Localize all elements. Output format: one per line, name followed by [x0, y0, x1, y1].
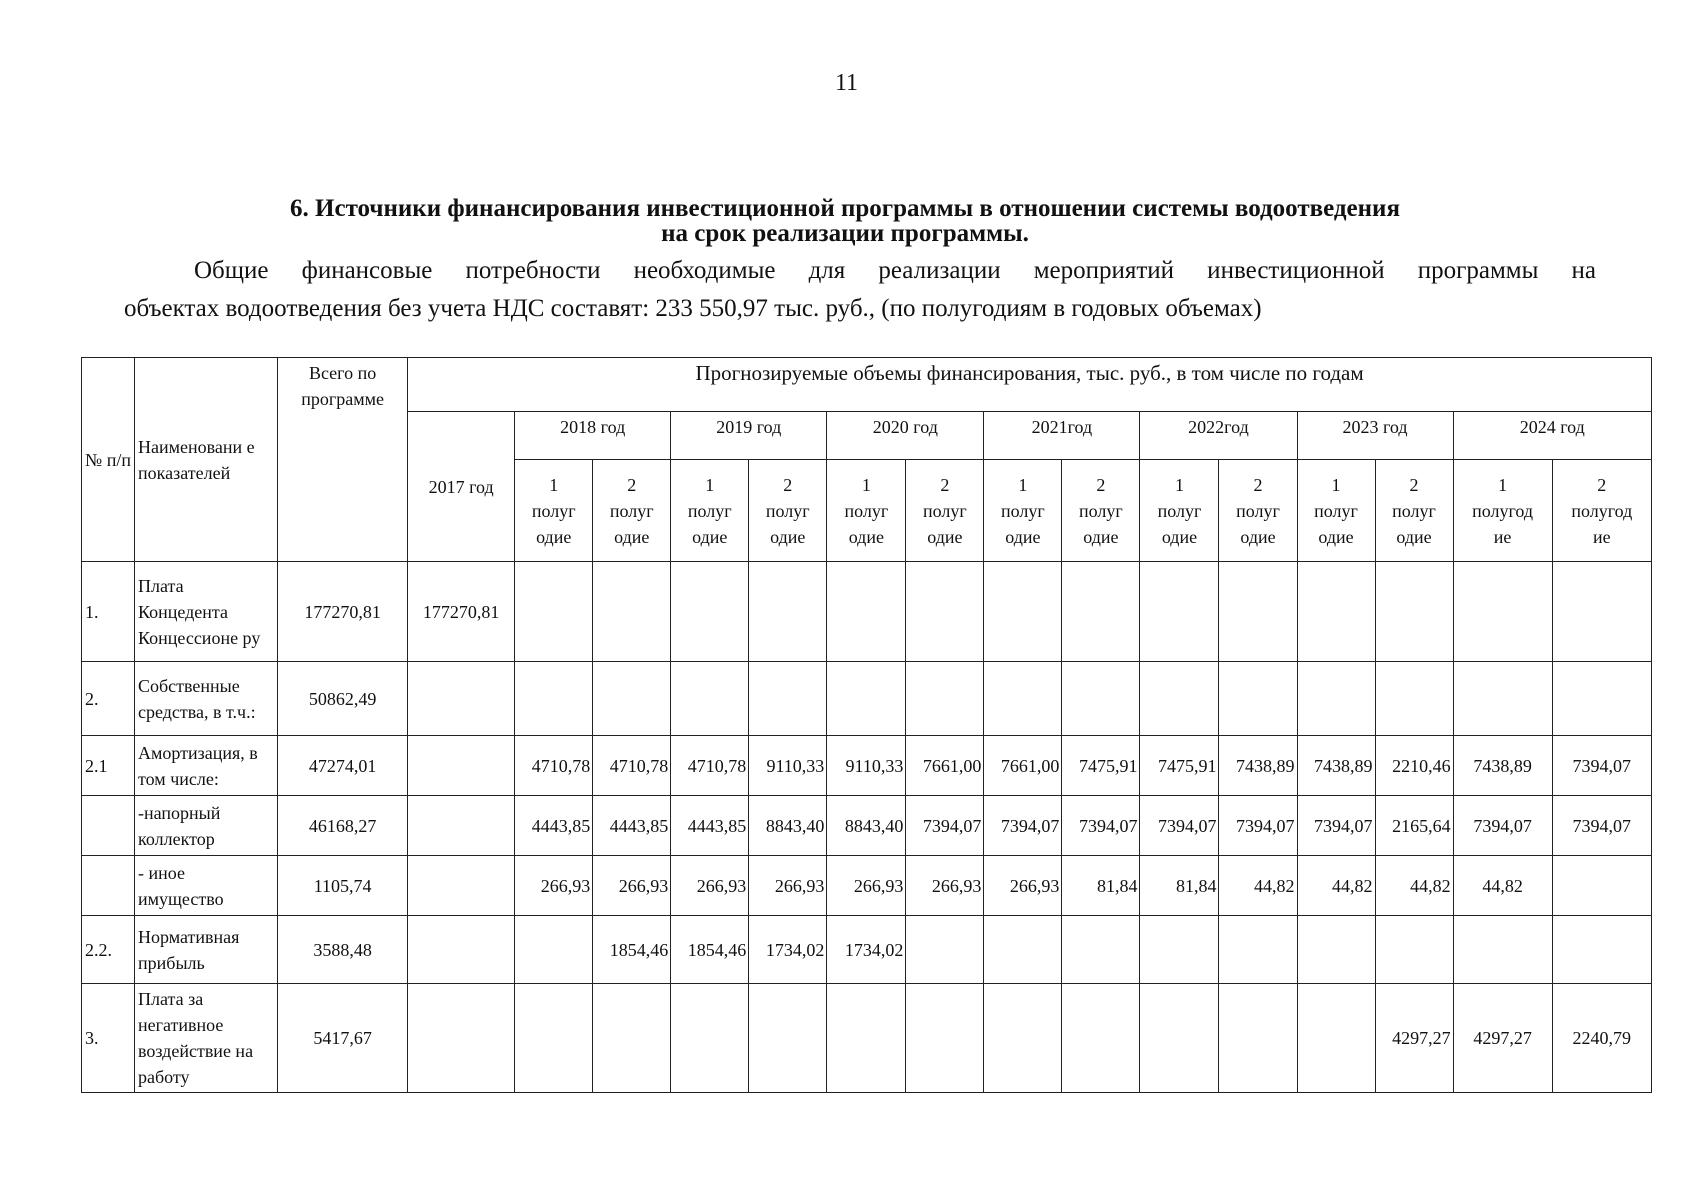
table-row — [82, 984, 1652, 1093]
row-value — [906, 662, 984, 736]
row-value — [1453, 662, 1552, 736]
row-value: 7394,07 — [1552, 736, 1651, 796]
row-value — [1552, 562, 1651, 662]
header-half-year-text: полугод — [1472, 500, 1534, 521]
row-value — [1140, 562, 1219, 662]
row-value — [1375, 662, 1453, 736]
row-total: 46168,27 — [278, 796, 408, 856]
row-value: 266,93 — [906, 856, 984, 916]
row-value: 266,93 — [671, 856, 749, 916]
row-total: 1105,74 — [278, 856, 408, 916]
table-row — [82, 856, 1652, 916]
row-total: 3588,48 — [278, 916, 408, 984]
row-value: 4443,85 — [593, 796, 671, 856]
row-2017 — [408, 856, 515, 916]
row-value — [671, 984, 749, 1093]
header-half-year — [1140, 460, 1219, 562]
table-header — [82, 358, 1652, 562]
header-half-year-text: полуг — [687, 500, 732, 521]
row-name: Нормативная прибыль — [135, 916, 278, 984]
row-value: 4297,27 — [1375, 984, 1453, 1093]
row-value — [906, 916, 984, 984]
row-value — [515, 916, 593, 984]
financing-table — [81, 357, 1652, 1093]
header-half-year-text: 2 — [627, 474, 637, 495]
header-half-year-text: полуг — [765, 500, 810, 521]
header-half-year — [1375, 460, 1453, 562]
row-value: 7394,07 — [1140, 796, 1219, 856]
row-value: 7438,89 — [1453, 736, 1552, 796]
header-half-year-text: 2 — [783, 474, 793, 495]
header-half-year-text: полуг — [1236, 500, 1280, 521]
row-2017: 177270,81 — [408, 562, 515, 662]
row-name: Плата Концедента Концессионе ру — [135, 562, 278, 662]
row-value: 266,93 — [984, 856, 1062, 916]
header-year: 2020 год — [827, 412, 984, 460]
row-value — [749, 662, 827, 736]
header-half-year-text: 2 — [1253, 474, 1263, 495]
row-value: 7661,00 — [906, 736, 984, 796]
row-value: 266,93 — [593, 856, 671, 916]
row-value — [593, 562, 671, 662]
header-half-year-text: полуг — [844, 500, 889, 521]
row-total: 50862,49 — [278, 662, 408, 736]
header-half-year-text: полуг — [1157, 500, 1202, 521]
row-total: 47274,01 — [278, 736, 408, 796]
header-half-year-text: 1 — [861, 474, 871, 495]
row-value: 4710,78 — [515, 736, 593, 796]
header-year-2017: 2017 год — [408, 412, 515, 562]
row-total: 177270,81 — [278, 562, 408, 662]
header-total: Всего по программе — [278, 358, 408, 562]
row-value — [1375, 562, 1453, 662]
row-value — [515, 562, 593, 662]
row-name: - иное имущество — [135, 856, 278, 916]
row-value: 7475,91 — [1062, 736, 1140, 796]
header-half-year-text: одие — [1240, 526, 1276, 547]
row-value: 1854,46 — [671, 916, 749, 984]
header-year: 2023 год — [1297, 412, 1453, 460]
header-name: Наименовани е показателей — [135, 358, 278, 562]
row-value — [1219, 562, 1297, 662]
row-value — [593, 984, 671, 1093]
row-value: 7394,07 — [1297, 796, 1375, 856]
header-half-year-text: одие — [692, 526, 728, 547]
header-year: 2022год — [1140, 412, 1297, 460]
row-value — [1062, 662, 1140, 736]
row-total: 5417,67 — [278, 984, 408, 1093]
header-half-year-text: 2 — [1096, 474, 1106, 495]
header-half-year-text: полуг — [609, 500, 654, 521]
row-value: 9110,33 — [749, 736, 827, 796]
row-value: 1734,02 — [749, 916, 827, 984]
row-value: 7394,07 — [1453, 796, 1552, 856]
row-2017 — [408, 984, 515, 1093]
row-value: 44,82 — [1375, 856, 1453, 916]
row-value: 2165,64 — [1375, 796, 1453, 856]
section-heading-line-1: 6. Источники финансирования инвестиционной программы в отношении системы водоотведения — [290, 195, 1400, 222]
page-number: 11 — [834, 70, 859, 96]
row-value — [827, 984, 906, 1093]
header-half-year — [515, 460, 593, 562]
row-value — [1297, 984, 1375, 1093]
row-value: 8843,40 — [827, 796, 906, 856]
header-half-year-text: 1 — [549, 474, 559, 495]
row-value: 7438,89 — [1297, 736, 1375, 796]
row-2017 — [408, 796, 515, 856]
row-value: 4443,85 — [671, 796, 749, 856]
header-half-year-text: полуг — [1001, 500, 1045, 521]
header-half-year-text: одие — [927, 526, 963, 547]
header-half-year-text: полуг — [1392, 500, 1436, 521]
table-row — [82, 662, 1652, 736]
row-value: 266,93 — [515, 856, 593, 916]
row-2017 — [408, 662, 515, 736]
table-row — [82, 916, 1652, 984]
row-value — [1219, 916, 1297, 984]
row-value: 4297,27 — [1453, 984, 1552, 1093]
row-value — [984, 984, 1062, 1093]
row-value — [906, 984, 984, 1093]
header-half-year — [984, 460, 1062, 562]
row-number — [82, 796, 135, 856]
header-half-year-text: ие — [1592, 526, 1611, 547]
row-number: 1. — [82, 562, 135, 662]
row-name: -напорный коллектор — [135, 796, 278, 856]
header-half-year-text: одие — [614, 526, 650, 547]
header-half-year-text: 2 — [1409, 474, 1419, 495]
row-value: 2240,79 — [1552, 984, 1651, 1093]
row-name: Собственные средства, в т.ч.: — [135, 662, 278, 736]
header-half-year-text: полугод — [1571, 500, 1633, 521]
header-half-year-text: одие — [848, 526, 884, 547]
row-value — [1219, 984, 1297, 1093]
row-value — [1062, 984, 1140, 1093]
header-half-year-text: 1 — [705, 474, 715, 495]
row-value: 7394,07 — [984, 796, 1062, 856]
row-value: 4710,78 — [593, 736, 671, 796]
header-half-year-text: 1 — [1331, 474, 1341, 495]
row-number — [82, 856, 135, 916]
header-half-year-text: одие — [1083, 526, 1119, 547]
header-half-year-text: одие — [1005, 526, 1041, 547]
row-value: 2210,46 — [1375, 736, 1453, 796]
row-value — [1552, 662, 1651, 736]
row-value — [1552, 916, 1651, 984]
row-value: 81,84 — [1062, 856, 1140, 916]
row-number: 2. — [82, 662, 135, 736]
row-value: 7394,07 — [906, 796, 984, 856]
table-row — [82, 736, 1652, 796]
row-value — [1140, 916, 1219, 984]
row-value — [827, 662, 906, 736]
row-value: 7661,00 — [984, 736, 1062, 796]
header-half-year — [906, 460, 984, 562]
row-value: 7475,91 — [1140, 736, 1219, 796]
header-half-year-text: полуг — [531, 500, 576, 521]
row-value — [984, 662, 1062, 736]
row-number: 2.2. — [82, 916, 135, 984]
row-value — [1552, 856, 1651, 916]
row-value — [1297, 662, 1375, 736]
row-value — [827, 562, 906, 662]
header-num: № п/п — [82, 358, 135, 562]
header-half-year-text: полуг — [1314, 500, 1358, 521]
intro-line-1: Общие финансовые потребности необходимые для реализации мероприятий инвестиционной программы на — [194, 257, 1596, 284]
row-value — [515, 662, 593, 736]
row-value — [1453, 916, 1552, 984]
row-value: 7394,07 — [1062, 796, 1140, 856]
header-half-year-text: 2 — [1597, 474, 1607, 495]
header-half-year-text: одие — [1161, 526, 1198, 547]
row-value — [593, 662, 671, 736]
header-half-year-text: 1 — [1498, 474, 1508, 495]
header-half-year-text: полуг — [1079, 500, 1123, 521]
header-half-year — [1552, 460, 1651, 562]
row-value — [1140, 662, 1219, 736]
header-half-year — [1062, 460, 1140, 562]
header-half-year-text: ие — [1493, 526, 1512, 547]
row-value: 4443,85 — [515, 796, 593, 856]
header-half-year-text: 2 — [940, 474, 950, 495]
table-row — [82, 562, 1652, 662]
header-half-year — [827, 460, 906, 562]
row-number: 2.1 — [82, 736, 135, 796]
row-number: 3. — [82, 984, 135, 1093]
row-value: 44,82 — [1297, 856, 1375, 916]
row-value — [984, 916, 1062, 984]
row-value — [1453, 562, 1552, 662]
row-value: 8843,40 — [749, 796, 827, 856]
row-value: 266,93 — [827, 856, 906, 916]
row-value — [1219, 662, 1297, 736]
header-forecast: Прогнозируемые объемы финансирования, тыс. руб., в том числе по годам — [408, 358, 1652, 412]
row-2017 — [408, 916, 515, 984]
row-value — [906, 562, 984, 662]
intro-line-2: объектах водоотведения без учета НДС составят: 233 550,97 тыс. руб., (по полугодиям в годовых объемах) — [124, 295, 1262, 322]
row-value: 7394,07 — [1219, 796, 1297, 856]
header-half-year-text: одие — [536, 526, 572, 547]
intro-paragraph — [124, 252, 1596, 328]
row-value — [671, 562, 749, 662]
row-value: 44,82 — [1219, 856, 1297, 916]
header-half-year — [1297, 460, 1375, 562]
header-half-year-text: полуг — [922, 500, 967, 521]
table-body — [82, 562, 1652, 1093]
header-year: 2019 год — [671, 412, 827, 460]
row-value: 1734,02 — [827, 916, 906, 984]
row-value: 9110,33 — [827, 736, 906, 796]
row-value: 1854,46 — [593, 916, 671, 984]
header-year: 2021год — [984, 412, 1140, 460]
row-2017 — [408, 736, 515, 796]
header-half-year-text: одие — [1396, 526, 1432, 547]
row-value — [1062, 916, 1140, 984]
header-half-year — [593, 460, 671, 562]
header-half-year-text: одие — [770, 526, 806, 547]
section-heading-line-2: на срок реализации программы. — [661, 220, 1029, 247]
row-value — [749, 984, 827, 1093]
table-row — [82, 796, 1652, 856]
header-half-year-text: 1 — [1018, 474, 1028, 495]
row-value — [1297, 562, 1375, 662]
section-heading — [150, 196, 1540, 246]
header-half-year — [671, 460, 749, 562]
row-value — [671, 662, 749, 736]
row-name: Плата за негативное воздействие на работу — [135, 984, 278, 1093]
row-value — [1062, 562, 1140, 662]
row-value: 44,82 — [1453, 856, 1552, 916]
row-value — [984, 562, 1062, 662]
header-year: 2018 год — [515, 412, 671, 460]
row-value: 7394,07 — [1552, 796, 1651, 856]
row-value: 4710,78 — [671, 736, 749, 796]
row-value — [1140, 984, 1219, 1093]
row-value — [1375, 916, 1453, 984]
row-value — [515, 984, 593, 1093]
header-half-year-text: одие — [1318, 526, 1354, 547]
header-half-year — [1453, 460, 1552, 562]
header-half-year — [1219, 460, 1297, 562]
row-value — [749, 562, 827, 662]
row-value: 81,84 — [1140, 856, 1219, 916]
row-value: 266,93 — [749, 856, 827, 916]
row-name: Амортизация, в том числе: — [135, 736, 278, 796]
header-half-year — [749, 460, 827, 562]
header-year: 2024 год — [1453, 412, 1651, 460]
row-value — [1297, 916, 1375, 984]
header-half-year-text: 1 — [1174, 474, 1184, 495]
row-value: 7438,89 — [1219, 736, 1297, 796]
